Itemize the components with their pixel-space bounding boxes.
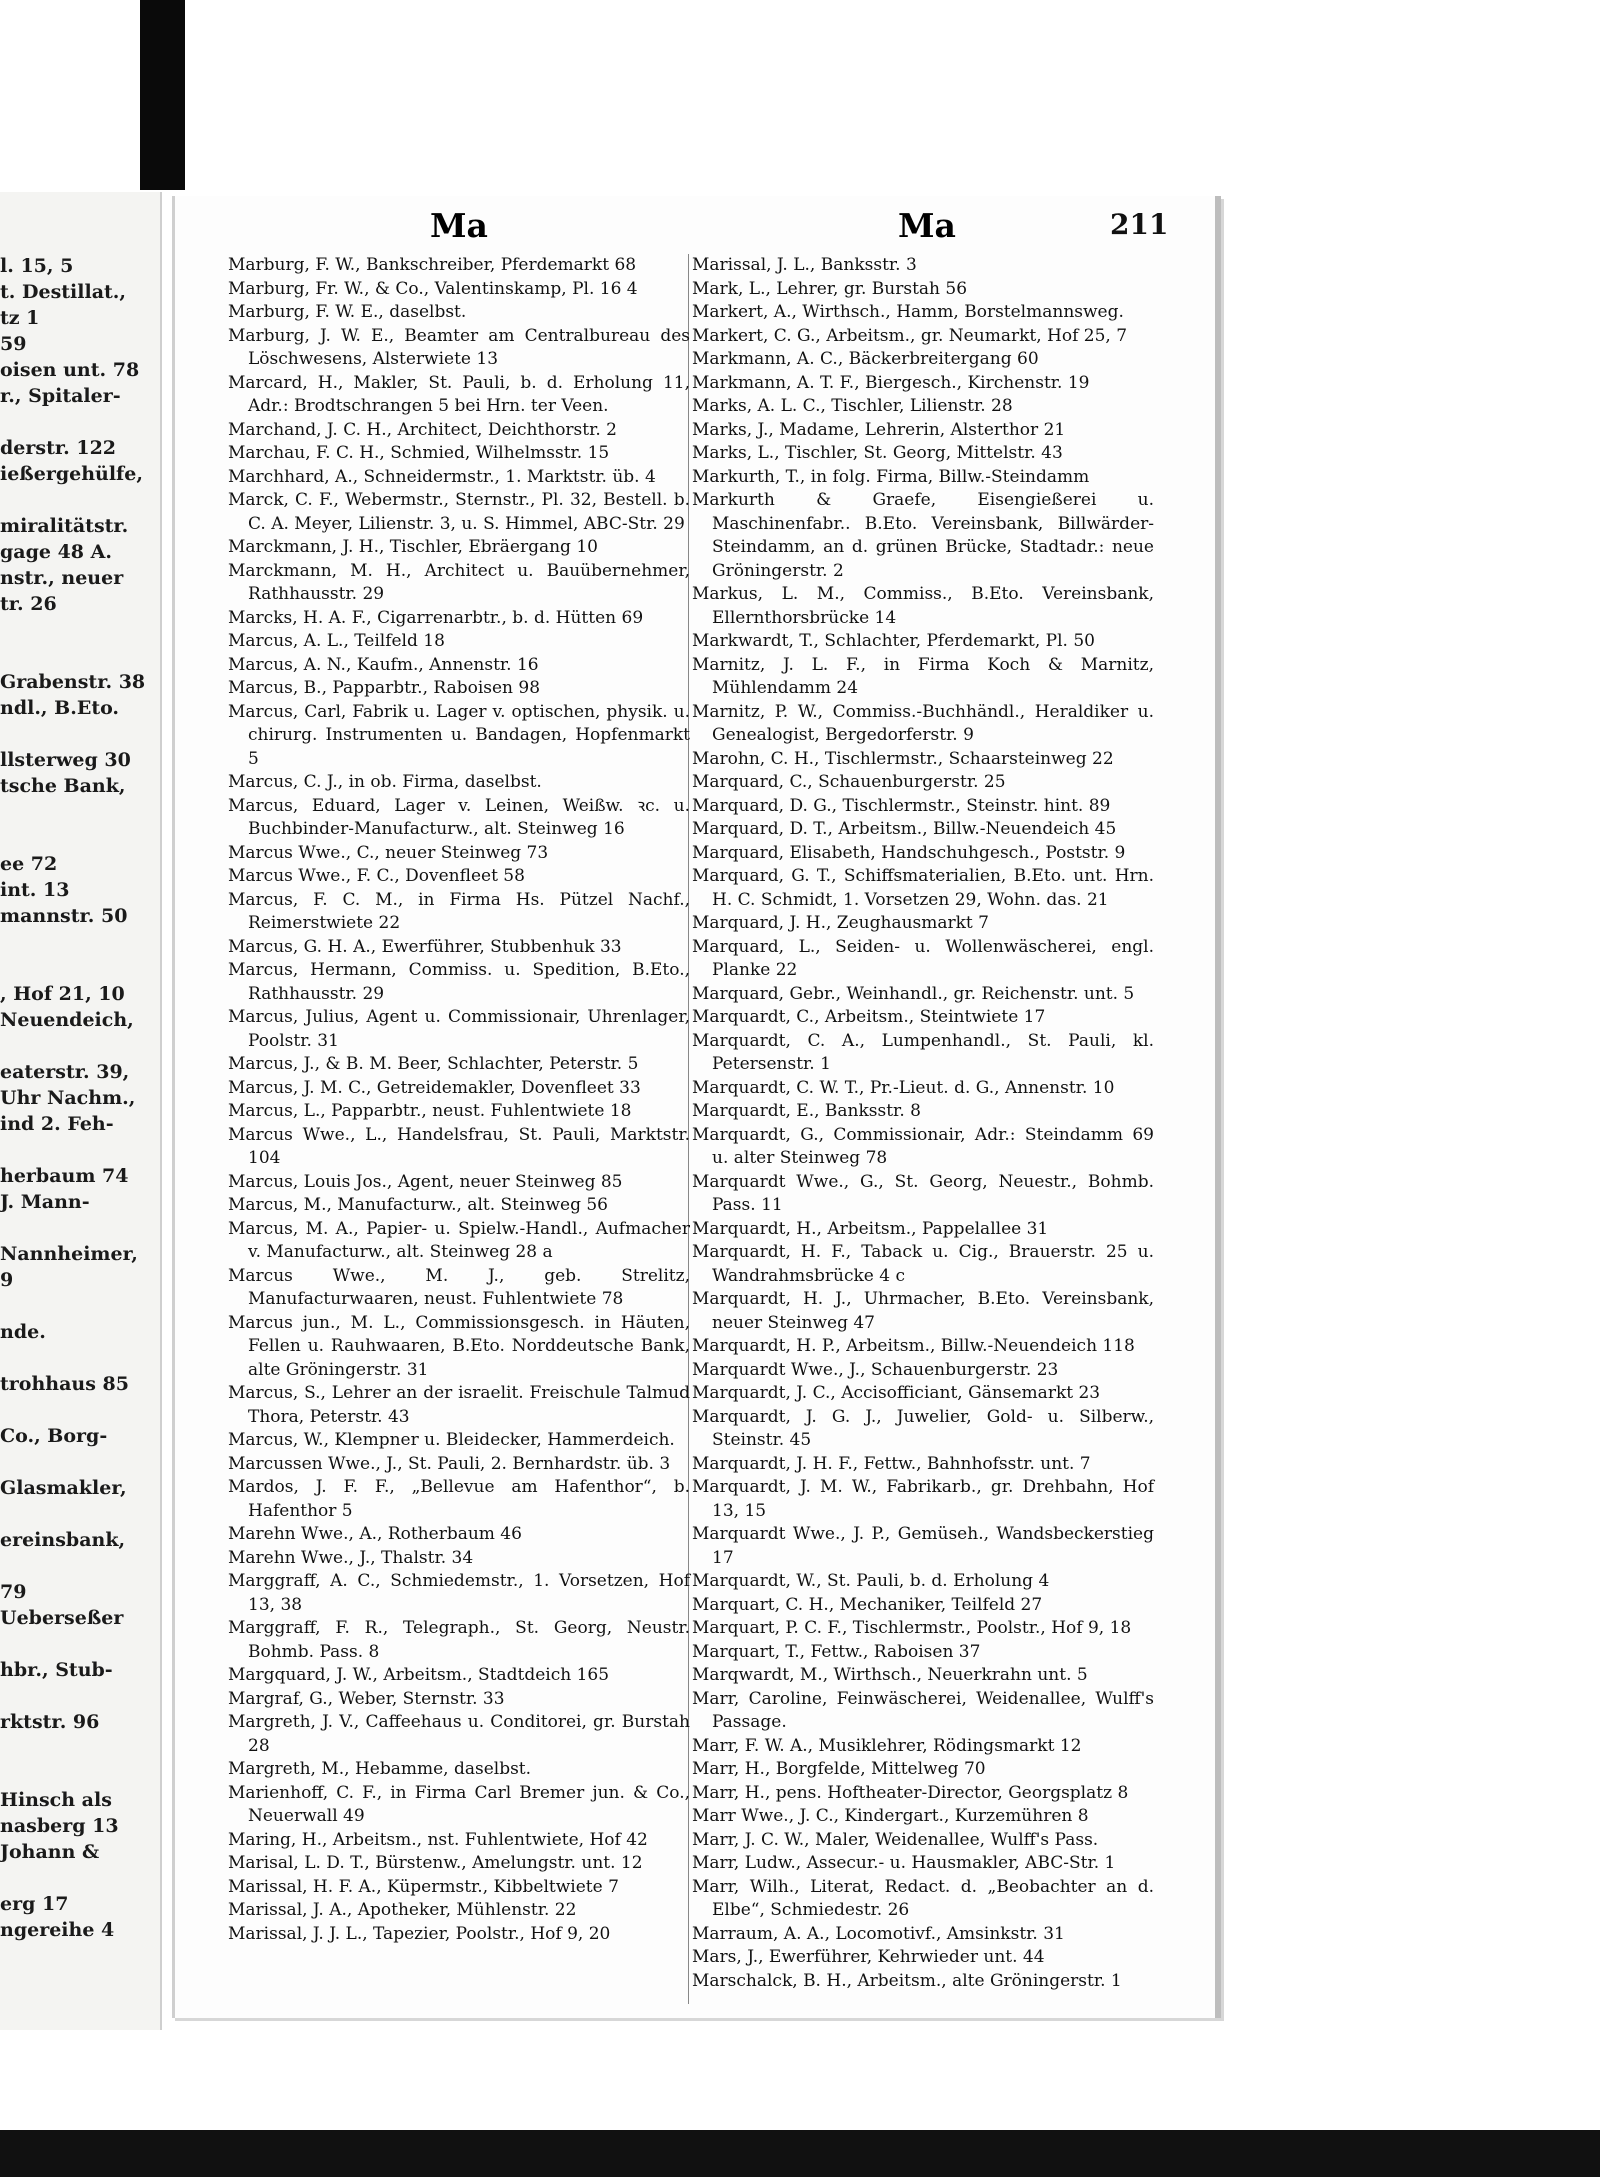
directory-entry: Marquard, D. T., Arbeitsm., Billw.-Neuendeich 45 [692,819,1117,839]
left-page-text-fragment: Nannheimer, [0,1243,138,1265]
directory-entry: Marnitz, J. L. F., in Firma Koch & Marnitz, Mühlendamm 24 [692,654,1154,698]
directory-entry: Marquardt, H. F., Taback u. Cig., Brauerstr. 25 u. Wandrahmsbrücke 4 c [692,1242,1154,1286]
directory-entry: Marquardt, W., St. Pauli, b. d. Erholung 4 [692,1571,1050,1591]
left-page-text-fragment: hbr., Stub- [0,1659,113,1681]
left-page-text-fragment: 59 [0,333,27,355]
directory-entry: Marburg, Fr. W., & Co., Valentinskamp, Pl. 16 4 [228,278,638,299]
directory-entry: Marquardt, C. A., Lumpenhandl., St. Pauli, kl. Petersenstr. 1 [692,1030,1154,1074]
book-spine [140,0,185,190]
directory-entry: Marquardt, H., Arbeitsm., Pappelallee 31 [692,1218,1049,1239]
directory-entry: Marquard, J. H., Zeughausmarkt 7 [692,913,989,933]
directory-entry: Marcus, S., Lehrer an der israelit. Freischule Talmud Thora, Peterstr. 43 [228,1383,690,1427]
directory-column-left [228,254,690,1946]
directory-entry: Marcus, M. A., Papier- u. Spielw.-Handl., Aufmacher v. Manufacturw., alt. Steinweg 28 a [228,1218,690,1262]
left-page-text-fragment: ee 72 [0,853,58,875]
directory-entry: Marquart, T., Fettw., Raboisen 37 [692,1641,981,1662]
directory-entry: Marcus, Eduard, Lager v. Leinen, Weißw. ꝛc. u. Buchbinder-Manufacturw., alt. Steinweg 16 [228,795,690,839]
directory-entry: Marquard, Gebr., Weinhandl., gr. Reichenstr. unt. 5 [692,983,1135,1004]
left-page-text-fragment: eaterstr. 39, [0,1061,130,1083]
directory-entry: Marquardt Wwe., J. P., Gemüseh., Wandsbeckerstieg 17 [692,1524,1154,1568]
directory-entry: Markert, C. G., Arbeitsm., gr. Neumarkt, Hof 25, 7 [692,325,1128,346]
directory-entry: Mark, L., Lehrer, gr. Burstah 56 [692,278,968,299]
directory-entry: Marissal, J. A., Apotheker, Mühlenstr. 22 [228,1900,577,1920]
directory-entry: Marquard, Elisabeth, Handschuhgesch., Poststr. 9 [692,842,1126,863]
directory-entry: Margreth, J. V., Caffeehaus u. Conditorei, gr. Burstah 28 [228,1712,690,1756]
left-page-text-fragment: ngereihe 4 [0,1919,115,1941]
directory-entry: Marcus, G. H. A., Ewerführer, Stubbenhuk 33 [228,936,622,957]
left-page-text-fragment: Uhr Nachm., [0,1087,136,1109]
directory-entry: Marckmann, M. H., Architect u. Bauübernehmer, Rathhausstr. 29 [228,560,690,604]
left-page-text-fragment: Glasmakler, [0,1477,127,1499]
directory-entry: Marissal, H. F. A., Küpermstr., Kibbeltwiete 7 [228,1876,619,1897]
directory-entry: Marr, Wilh., Literat, Redact. d. „Beobachter an d. Elbe“, Schmiedestr. 26 [692,1876,1154,1920]
directory-entry: Mars, J., Ewerführer, Kehrwieder unt. 44 [692,1947,1045,1967]
directory-entry: Markus, L. M., Commiss., B.Eto. Vereinsbank, Ellernthorsbrücke 14 [692,584,1154,628]
directory-entry: Marks, L., Tischler, St. Georg, Mittelstr. 43 [692,443,1063,463]
page-number: 211 [1110,208,1169,241]
directory-entry: Marckmann, J. H., Tischler, Ebräergang 10 [228,537,598,557]
directory-entry: Marquardt, J. M. W., Fabrikarb., gr. Drehbahn, Hof 13, 15 [692,1477,1154,1521]
left-page-text-fragment: llsterweg 30 [0,749,131,771]
directory-entry: Marr, F. W. A., Musiklehrer, Rödingsmarkt 12 [692,1735,1082,1756]
directory-entry: Margraf, G., Weber, Sternstr. 33 [228,1688,505,1709]
directory-entry: Marchhard, A., Schneidermstr., 1. Marktstr. üb. 4 [228,466,656,487]
left-page-text-fragment: tr. 26 [0,593,57,615]
directory-entry: Marr, H., pens. Hoftheater-Director, Georgsplatz 8 [692,1782,1129,1803]
directory-entry: Marquard, L., Seiden- u. Wollenwäscherei, engl. Planke 22 [692,936,1154,980]
directory-entry: Marquart, C. H., Mechaniker, Teilfeld 27 [692,1594,1043,1615]
left-page-text-fragment: nstr., neuer [0,567,124,589]
directory-entry: Marburg, F. W. E., daselbst. [228,302,467,322]
directory-entry: Marks, J., Madame, Lehrerin, Alsterthor 21 [692,419,1066,440]
directory-entry: Marquart, P. C. F., Tischlermstr., Poolstr., Hof 9, 18 [692,1618,1132,1638]
directory-entry: Marohn, C. H., Tischlermstr., Schaarsteinweg 22 [692,748,1114,769]
left-page-text-fragment: tz 1 [0,307,40,329]
directory-entry: Marggraff, F. R., Telegraph., St. Georg, Neustr. Bohmb. Pass. 8 [228,1618,690,1662]
left-page-text-fragment: ndl., B.Eto. [0,697,120,719]
directory-entry: Marr, Ludw., Assecur.- u. Hausmakler, ABC-Str. 1 [692,1853,1116,1873]
directory-entry: Marquardt, C. W. T., Pr.-Lieut. d. G., Annenstr. 10 [692,1077,1115,1098]
left-page-text-fragment: trohhaus 85 [0,1373,129,1395]
directory-entry: Marcus jun., M. L., Commissionsgesch. in Häuten, Fellen u. Rauhwaaren, B.Eto. Norddeutsche Bank, alte Gröningerstr. 31 [228,1312,690,1380]
directory-entry: Marisal, L. D. T., Bürstenw., Amelungstr. unt. 12 [228,1853,643,1873]
directory-entry: Marquard, G. T., Schiffsmaterialien, B.Eto. unt. Hrn. H. C. Schmidt, 1. Vorsetzen 29, Wohn. das. 21 [692,866,1154,910]
left-page-text-fragment: derstr. 122 [0,437,117,459]
left-page-text-fragment: tsche Bank, [0,775,126,797]
left-page-text-fragment: Ueberseßer [0,1607,124,1629]
left-page-text-fragment: oisen unt. 78 [0,359,140,381]
left-page-fragment [0,192,162,2030]
directory-entry: Marquardt, H. P., Arbeitsm., Billw.-Neuendeich 118 [692,1336,1135,1356]
left-page-text-fragment: r., Spitaler- [0,385,121,407]
directory-entry: Marcus, Carl, Fabrik u. Lager v. optischen, physik. u. chirurg. Instrumenten u. Bandagen, Hopfenmarkt 5 [228,701,690,769]
left-page-text-fragment: miralitätstr. [0,515,129,537]
page-heading-left: Ma [430,206,488,245]
left-page-text-fragment: Hinsch als [0,1789,112,1811]
left-page-text-fragment: ind 2. Feh- [0,1113,114,1135]
directory-entry: Marcks, H. A. F., Cigarrenarbtr., b. d. Hütten 69 [228,607,644,628]
directory-entry: Marchand, J. C. H., Architect, Deichthorstr. 2 [228,419,617,440]
directory-entry: Marcus Wwe., M. J., geb. Strelitz, Manufacturwaaren, neust. Fuhlentwiete 78 [228,1265,690,1309]
left-page-text-fragment: Johann & [0,1841,100,1863]
left-page-text-fragment: rktstr. 96 [0,1711,100,1733]
directory-entry: Marburg, J. W. E., Beamter am Centralbureau des Löschwesens, Alsterwiete 13 [228,325,690,369]
left-page-text-fragment: 9 [0,1269,14,1291]
directory-entry: Maring, H., Arbeitsm., nst. Fuhlentwiete, Hof 42 [228,1829,648,1850]
directory-entry: Markmann, A. C., Bäckerbreitergang 60 [692,349,1039,369]
directory-entry: Marquardt, J. G. J., Juwelier, Gold- u. Silberw., Steinstr. 45 [692,1406,1154,1450]
directory-entry: Marggraff, A. C., Schmiedemstr., 1. Vorsetzen, Hof 13, 38 [228,1571,690,1615]
directory-entry: Marcus, Hermann, Commiss. u. Spedition, B.Eto., Rathhausstr. 29 [228,960,690,1004]
directory-entry: Marcus, A. N., Kaufm., Annenstr. 16 [228,654,539,675]
directory-entry: Marquardt Wwe., J., Schauenburgerstr. 23 [692,1359,1059,1380]
left-page-text-fragment: Grabenstr. 38 [0,671,146,693]
directory-entry: Marqwardt, M., Wirthsch., Neuerkrahn unt. 5 [692,1665,1088,1685]
directory-entry: Markmann, A. T. F., Biergesch., Kirchenstr. 19 [692,372,1090,393]
directory-entry: Marcus Wwe., F. C., Dovenfleet 58 [228,866,525,886]
directory-entry: Marcus, M., Manufacturw., alt. Steinweg 56 [228,1195,608,1215]
directory-entry: Marcus, F. C. M., in Firma Hs. Pützel Nachf., Reimerstwiete 22 [228,889,690,933]
directory-entry: Margquard, J. W., Arbeitsm., Stadtdeich 165 [228,1665,610,1685]
directory-entry: Marissal, J. L., Banksstr. 3 [692,255,917,275]
directory-entry: Marquard, C., Schauenburgerstr. 25 [692,772,1006,792]
left-page-text-fragment: nasberg 13 [0,1815,119,1837]
left-page-text-fragment: 79 [0,1581,27,1603]
left-page-text-fragment: J. Mann- [0,1191,90,1213]
directory-entry: Markwardt, T., Schlachter, Pferdemarkt, Pl. 50 [692,631,1095,651]
directory-entry: Marcard, H., Makler, St. Pauli, b. d. Erholung 11, Adr.: Brodtschrangen 5 bei Hrn. ter Veen. [228,372,690,416]
directory-entry: Marcus, Julius, Agent u. Commissionair, Uhrenlager, Poolstr. 31 [228,1007,690,1051]
directory-entry: Marehn Wwe., J., Thalstr. 34 [228,1547,474,1568]
directory-entry: Marcus, L., Papparbtr., neust. Fuhlentwiete 18 [228,1101,632,1121]
directory-entry: Marcus, A. L., Teilfeld 18 [228,631,445,651]
directory-entry: Marcus, C. J., in ob. Firma, daselbst. [228,772,542,792]
directory-entry: Marcus Wwe., L., Handelsfrau, St. Pauli, Marktstr. 104 [228,1124,690,1168]
left-page-text-fragment: herbaum 74 [0,1165,129,1187]
left-page-text-fragment: int. 13 [0,879,70,901]
directory-entry: Markurth, T., in folg. Firma, Billw.-Steindamm [692,466,1090,487]
directory-entry: Marcus, B., Papparbtr., Raboisen 98 [228,678,541,698]
left-page-text-fragment: ereinsbank, [0,1529,126,1551]
directory-entry: Marquardt, J. C., Accisofficiant, Gänsemarkt 23 [692,1383,1101,1403]
directory-entry: Margreth, M., Hebamme, daselbst. [228,1759,532,1779]
directory-entry: Marr Wwe., J. C., Kindergart., Kurzemühren 8 [692,1806,1089,1826]
directory-entry: Marquardt Wwe., G., St. Georg, Neuestr., Bohmb. Pass. 11 [692,1171,1154,1215]
left-page-text-fragment: , Hof 21, 10 [0,983,125,1005]
directory-entry: Marcus, J. M. C., Getreidemakler, Dovenfleet 33 [228,1077,641,1098]
directory-entry: Marburg, F. W., Bankschreiber, Pferdemarkt 68 [228,255,637,275]
left-page-text-fragment: mannstr. 50 [0,905,128,927]
directory-entry: Marcussen Wwe., J., St. Pauli, 2. Bernhardstr. üb. 3 [228,1453,671,1474]
directory-entry: Markert, A., Wirthsch., Hamm, Borstelmannsweg. [692,302,1124,322]
directory-entry: Marraum, A. A., Locomotivf., Amsinkstr. 31 [692,1923,1065,1944]
left-page-text-fragment: t. Destillat., [0,281,127,303]
directory-entry: Marquardt, G., Commissionair, Adr.: Steindamm 69 u. alter Steinweg 78 [692,1124,1154,1168]
directory-entry: Marcus, W., Klempner u. Bleidecker, Hammerdeich. [228,1430,675,1450]
directory-entry: Marquard, D. G., Tischlermstr., Steinstr. hint. 89 [692,795,1111,816]
directory-entry: Marquardt, J. H. F., Fettw., Bahnhofsstr. unt. 7 [692,1453,1091,1474]
left-page-text-fragment: l. 15, 5 [0,255,74,277]
directory-entry: Marr, J. C. W., Maler, Weidenallee, Wulff's Pass. [692,1829,1099,1850]
left-page-text-fragment: ießergehülfe, [0,463,143,485]
directory-entry: Marcus, J., & B. M. Beer, Schlachter, Peterstr. 5 [228,1054,639,1074]
directory-column-right [692,254,1154,1993]
directory-entry: Marks, A. L. C., Tischler, Lilienstr. 28 [692,396,1013,416]
directory-entry: Marck, C. F., Webermstr., Sternstr., Pl. 32, Bestell. b. C. A. Meyer, Lilienstr. 3, u. S. Himmel, ABC-Str. 29 [228,490,690,534]
directory-entry: Marcus, Louis Jos., Agent, neuer Steinweg 85 [228,1171,623,1192]
directory-entry: Marienhoff, C. F., in Firma Carl Bremer jun. & Co., Neuerwall 49 [228,1782,690,1826]
directory-entry: Marschalck, B. H., Arbeitsm., alte Gröningerstr. 1 [692,1970,1122,1991]
left-page-text-fragment: nde. [0,1321,46,1343]
page-heading-right: Ma [898,206,956,245]
directory-entry: Marr, Caroline, Feinwäscherei, Weidenallee, Wulff's Passage. [692,1688,1154,1732]
left-page-text-fragment: gage 48 A. [0,541,112,563]
directory-entry: Marr, H., Borgfelde, Mittelweg 70 [692,1759,986,1779]
left-page-text-fragment: Neuendeich, [0,1009,134,1031]
directory-entry: Marissal, J. J. L., Tapezier, Poolstr., Hof 9, 20 [228,1923,611,1944]
directory-entry: Marquardt, E., Banksstr. 8 [692,1101,921,1121]
directory-entry: Marnitz, P. W., Commiss.-Buchhändl., Heraldiker u. Genealogist, Bergedorferstr. 9 [692,701,1154,745]
directory-entry: Markurth & Graefe, Eisengießerei u. Maschinenfabr.. B.Eto. Vereinsbank, Billwärder-Steindamm, an d. grünen Brücke, Stadtadr.: neue Gröningerstr. 2 [692,490,1154,581]
left-page-text-fragment: Co., Borg- [0,1425,108,1447]
left-page-text-fragment: erg 17 [0,1893,69,1915]
scan-bottom-edge [0,2130,1600,2177]
directory-entry: Marehn Wwe., A., Rotherbaum 46 [228,1524,522,1544]
directory-entry: Marquardt, C., Arbeitsm., Steintwiete 17 [692,1007,1046,1027]
directory-entry: Marcus Wwe., C., neuer Steinweg 73 [228,842,549,863]
directory-entry: Marchau, F. C. H., Schmied, Wilhelmsstr. 15 [228,443,610,463]
directory-entry: Marquardt, H. J., Uhrmacher, B.Eto. Vereinsbank, neuer Steinweg 47 [692,1289,1154,1333]
directory-entry: Mardos, J. F. F., „Bellevue am Hafenthor“, b. Hafenthor 5 [228,1477,690,1521]
